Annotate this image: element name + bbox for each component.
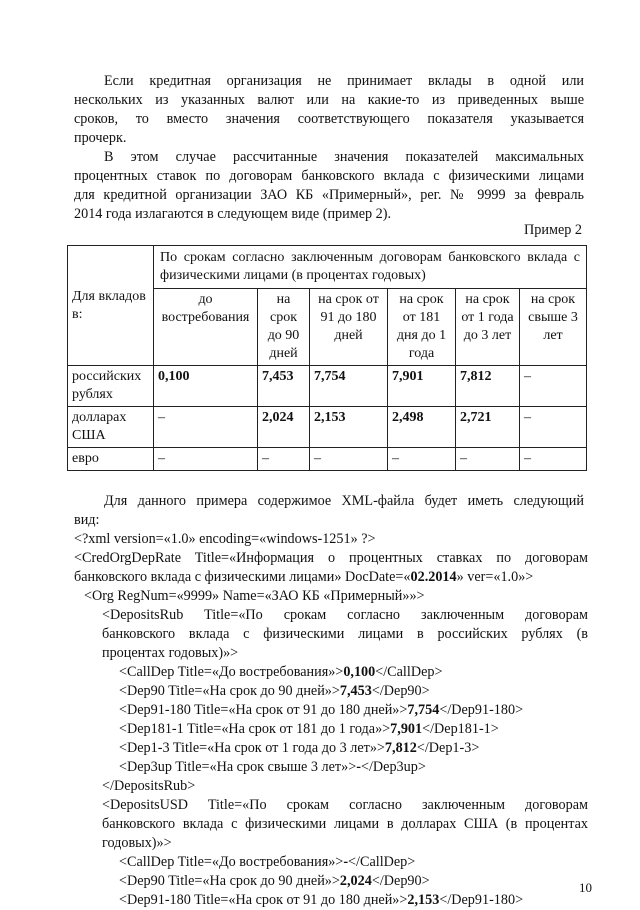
- page-number: 10: [579, 880, 592, 895]
- span-header-cell: По срокам согласно заключенным договорам банковского вклада с физическими лицами (в процентах годовых): [154, 246, 587, 289]
- text-line: прочерк.: [74, 130, 127, 146]
- xml-line: <CredOrgDepRate Title=«Информация о процентных ставках по договорам: [74, 550, 588, 566]
- table-cell: 7,901: [388, 366, 456, 407]
- table-cell: –: [520, 407, 587, 448]
- row-label: долларах США: [68, 407, 154, 448]
- xml-deposits-rub: [74, 606, 588, 910]
- text-line: для кредитной организации ЗАО КБ «Примерный», рег. № 9999 за февраль: [74, 187, 584, 203]
- text-line: 2014 года излагаются в следующем виде (пример 2).: [74, 206, 392, 222]
- row-label: евро: [68, 448, 154, 471]
- xml-line: <CallDep Title=«До востребования»>-</CallDep>: [119, 854, 416, 870]
- column-header: на срок от 181 дня до 1 года: [388, 289, 456, 366]
- example-label: Пример 2: [524, 222, 582, 238]
- xml-value: -: [356, 759, 361, 775]
- xml-line: <Org RegNum=«9999» Name=«ЗАО КБ «Примерный»»>: [84, 588, 425, 604]
- table-cell: –: [520, 448, 587, 471]
- xml-line: <DepositsUSD Title=«По срокам согласно заключенным договорам: [102, 797, 588, 813]
- xml-value: 7,901: [390, 721, 423, 737]
- xml-line: <Dep181-1 Title=«На срок от 181 до 1 года»>7,901</Dep181-1>: [119, 721, 499, 737]
- xml-value: 7,754: [407, 702, 440, 718]
- xml-value: 7,453: [339, 683, 372, 699]
- column-header: на срок от 91 до 180 дней: [310, 289, 388, 366]
- table-cell: 0,100: [154, 366, 258, 407]
- table-cell: –: [154, 448, 258, 471]
- text-line: В этом случае рассчитанные значения показателей максимальных: [104, 149, 584, 165]
- text-line: Если кредитная организация не принимает вклады в одной или: [104, 73, 584, 89]
- xml-intro-paragraph: [74, 492, 584, 530]
- table-cell: 2,024: [258, 407, 310, 448]
- xml-line: <Dep90 Title=«На срок до 90 дней»>7,453</Dep90>: [119, 683, 430, 699]
- intro-paragraph-1: [74, 72, 584, 148]
- text-line: нескольких из указанных валют или на какие-то из приведенных выше: [74, 92, 584, 108]
- text-line: процентных ставок по договорам банковского вклада с физическими лицами: [74, 168, 584, 184]
- text-line: сроков, то вместо значения соответствующего показателя указывается: [74, 111, 584, 127]
- xml-listing: [74, 530, 588, 910]
- xml-line: <?xml version=«1.0» encoding=«windows-1251» ?>: [74, 531, 376, 547]
- table-row: [68, 407, 587, 448]
- table-cell: –: [520, 366, 587, 407]
- intro-paragraph-2: [74, 148, 584, 224]
- table-row: [68, 366, 587, 407]
- table-header-row: [68, 246, 587, 289]
- column-header: до востребования: [154, 289, 258, 366]
- table-cell: –: [258, 448, 310, 471]
- column-header: на срок от 1 года до 3 лет: [456, 289, 520, 366]
- column-header: на срок до 90 дней: [258, 289, 310, 366]
- table-cell: –: [154, 407, 258, 448]
- xml-line: <Dep91-180 Title=«На срок от 91 до 180 дней»>7,754</Dep91-180>: [119, 702, 524, 718]
- row-label: российских рублях: [68, 366, 154, 407]
- table-cell: –: [456, 448, 520, 471]
- xml-line: процентах годовых)»>: [102, 645, 239, 661]
- table-cell: 7,453: [258, 366, 310, 407]
- table-cell: 2,153: [310, 407, 388, 448]
- xml-value: 7,812: [384, 740, 417, 756]
- xml-line: <Dep91-180 Title=«На срок от 91 до 180 дней»>2,153</Dep91-180>: [119, 892, 524, 908]
- xml-rub-items: [102, 663, 588, 777]
- xml-line: <DepositsRub Title=«По срокам согласно заключенным договорам: [102, 607, 588, 623]
- xml-usd-items: [102, 853, 588, 910]
- xml-line: банковского вклада с физическими лицами в долларах США (в процентах: [102, 816, 588, 832]
- xml-line: <Dep1-3 Title=«На срок от 1 года до 3 лет»>7,812</Dep1-3>: [119, 740, 480, 756]
- column-header: на срок свыше 3 лет: [520, 289, 587, 366]
- xml-line: банковского вклада с физическими лицами» DocDate=«02.2014» ver=«1.0»>: [74, 569, 534, 585]
- xml-line: банковского вклада с физическими лицами в российских рублях (в: [102, 626, 588, 642]
- xml-line: <CallDep Title=«До востребования»>0,100</CallDep>: [119, 664, 443, 680]
- xml-value: 0,100: [343, 664, 376, 680]
- table-cell: –: [388, 448, 456, 471]
- rates-table: [67, 245, 587, 471]
- table-cell: 7,812: [456, 366, 520, 407]
- table-cell: 7,754: [310, 366, 388, 407]
- table-cell: 2,721: [456, 407, 520, 448]
- xml-line: <Dep3up Title=«На срок свыше 3 лет»>-</Dep3up>: [119, 759, 426, 775]
- text-line: вид:: [74, 512, 100, 528]
- xml-value: 02.2014: [410, 569, 457, 585]
- xml-line: </DepositsRub>: [102, 778, 196, 794]
- xml-line: <Dep90 Title=«На срок до 90 дней»>2,024</Dep90>: [119, 873, 430, 889]
- xml-value: 2,024: [339, 873, 372, 889]
- xml-value: -: [343, 854, 349, 870]
- table-row: [68, 448, 587, 471]
- table-cell: 2,498: [388, 407, 456, 448]
- text-line: Для данного примера содержимое XML-файла будет иметь следующий: [104, 493, 584, 509]
- xml-line: годовых)»>: [102, 835, 172, 851]
- xml-value: 2,153: [407, 892, 440, 908]
- row-header-cell: Для вкладов в:: [68, 246, 154, 366]
- table-cell: –: [310, 448, 388, 471]
